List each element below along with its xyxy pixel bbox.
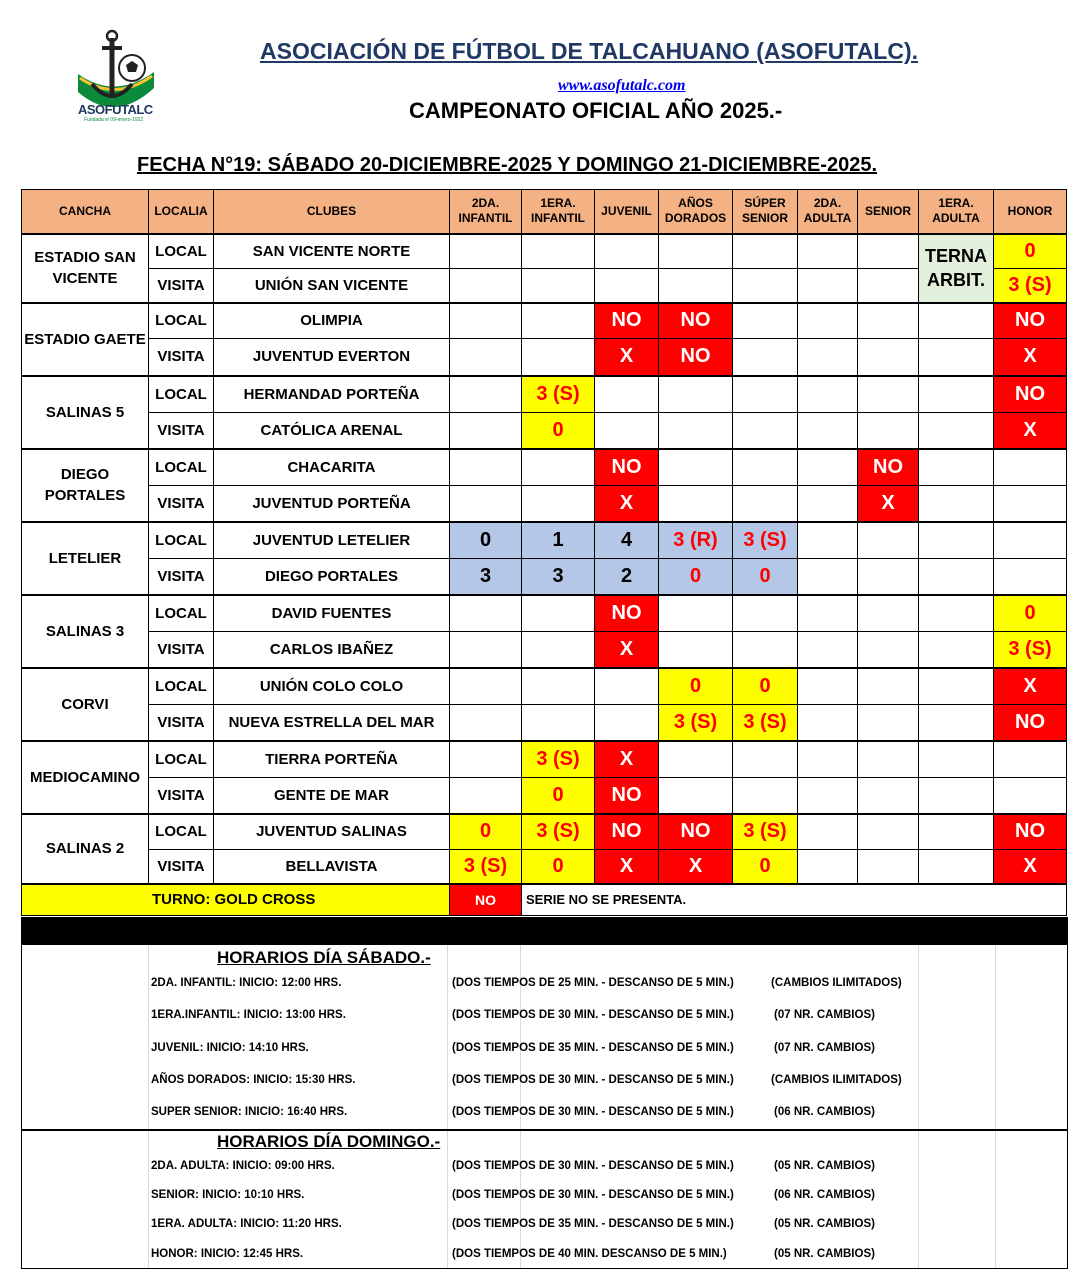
result-cell xyxy=(733,778,798,814)
website-link[interactable]: www.asofutalc.com xyxy=(558,77,686,94)
result-cell: 0 xyxy=(733,559,798,595)
schedule-divider xyxy=(21,1129,1068,1131)
result-cell: 4 xyxy=(595,522,659,559)
result-cell: 3 (S) xyxy=(733,705,798,741)
club-name: HERMANDAD PORTEÑA xyxy=(214,376,450,413)
terna-arbitral-cell: TERNA ARBIT. xyxy=(919,234,994,303)
schedule-cambios: (CAMBIOS ILIMITADOS) xyxy=(771,977,902,989)
result-cell: 0 xyxy=(733,850,798,884)
localia-label: VISITA xyxy=(149,778,214,814)
club-name: TIERRA PORTEÑA xyxy=(214,741,450,778)
result-cell xyxy=(919,668,994,705)
schedule-cambios: (07 NR. CAMBIOS) xyxy=(774,1041,875,1054)
sabado-heading: HORARIOS DÍA SÁBADO.- xyxy=(217,948,431,967)
localia-label: VISITA xyxy=(149,705,214,741)
result-cell xyxy=(659,741,733,778)
schedule-cambios: (06 NR. CAMBIOS) xyxy=(774,1189,875,1202)
result-cell: 0 xyxy=(450,814,522,850)
result-cell xyxy=(798,778,858,814)
result-cell xyxy=(450,741,522,778)
result-cell: NO xyxy=(595,595,659,632)
result-cell xyxy=(798,269,858,303)
result-cell xyxy=(733,413,798,449)
schedule-dur: (DOS TIEMPOS DE 30 MIN. - DESCANSO DE 5 MIN.) xyxy=(452,1106,734,1119)
localia-label: LOCAL xyxy=(149,595,214,632)
result-cell: NO xyxy=(595,814,659,850)
result-cell: 0 xyxy=(522,850,595,884)
result-cell xyxy=(919,486,994,522)
result-cell: 0 xyxy=(994,595,1067,632)
result-cell: X xyxy=(994,668,1067,705)
match-row xyxy=(22,778,1067,814)
column-header: 1ERA. ADULTA xyxy=(919,190,994,234)
schedule-cambios: (05 NR. CAMBIOS) xyxy=(774,1247,875,1260)
schedule-cat: SUPER SENIOR: INICIO: 16:40 HRS. xyxy=(151,1106,348,1119)
result-cell: 3 (S) xyxy=(659,705,733,741)
result-cell xyxy=(595,234,659,269)
result-cell xyxy=(659,778,733,814)
match-row xyxy=(22,850,1067,884)
result-cell xyxy=(522,339,595,376)
association-title: ASOCIACIÓN DE FÚTBOL DE TALCAHUANO (ASOFUTALC). xyxy=(260,38,919,64)
match-row xyxy=(22,449,1067,486)
schedule-cambios: (07 NR. CAMBIOS) xyxy=(774,1009,875,1022)
result-cell xyxy=(858,376,919,413)
localia-label: LOCAL xyxy=(149,741,214,778)
schedule-dur: (DOS TIEMPOS DE 30 MIN. - DESCANSO DE 5 MIN.) xyxy=(452,1073,734,1086)
result-cell: X xyxy=(659,850,733,884)
result-cell xyxy=(522,705,595,741)
result-cell xyxy=(798,850,858,884)
result-cell xyxy=(450,486,522,522)
result-cell: X xyxy=(595,741,659,778)
column-header: SENIOR xyxy=(858,190,919,234)
result-cell xyxy=(798,339,858,376)
column-header: AÑOS DORADOS xyxy=(659,190,733,234)
column-header: 2DA. INFANTIL xyxy=(450,190,522,234)
match-row xyxy=(22,522,1067,559)
result-cell xyxy=(919,850,994,884)
result-cell xyxy=(858,668,919,705)
result-cell: 3 (S) xyxy=(733,522,798,559)
club-name: CARLOS IBAÑEZ xyxy=(214,632,450,668)
result-cell xyxy=(733,303,798,339)
club-name: JUVENTUD EVERTON xyxy=(214,339,450,376)
result-cell xyxy=(919,376,994,413)
schedule-cat: 1ERA. ADULTA: INICIO: 11:20 HRS. xyxy=(151,1218,342,1231)
schedule-dur: (DOS TIEMPOS DE 30 MIN. - DESCANSO DE 5 MIN.) xyxy=(452,1160,734,1172)
result-cell: 0 xyxy=(994,234,1067,269)
result-cell xyxy=(733,632,798,668)
result-cell xyxy=(733,595,798,632)
result-cell xyxy=(733,741,798,778)
result-cell xyxy=(450,595,522,632)
result-cell xyxy=(798,449,858,486)
schedule-cat: AÑOS DORADOS: INICIO: 15:30 HRS. xyxy=(151,1073,356,1086)
result-cell xyxy=(659,486,733,522)
result-cell xyxy=(450,234,522,269)
logo-subtext: Fundada el 09-enero-1922 xyxy=(84,117,144,123)
localia-label: VISITA xyxy=(149,559,214,595)
result-cell xyxy=(450,376,522,413)
localia-label: VISITA xyxy=(149,632,214,668)
schedule-cambios: (CAMBIOS ILIMITADOS) xyxy=(771,1073,902,1086)
match-row xyxy=(22,668,1067,705)
match-row xyxy=(22,413,1067,449)
result-cell xyxy=(798,486,858,522)
result-cell xyxy=(858,522,919,559)
result-cell xyxy=(659,269,733,303)
localia-label: VISITA xyxy=(149,269,214,303)
club-name: CHACARITA xyxy=(214,449,450,486)
schedule-cat: SENIOR: INICIO: 10:10 HRS. xyxy=(151,1189,305,1202)
result-cell xyxy=(994,741,1067,778)
schedule-cat: HONOR: INICIO: 12:45 HRS. xyxy=(151,1247,304,1260)
result-cell: X xyxy=(595,486,659,522)
match-row xyxy=(22,376,1067,413)
localia-label: LOCAL xyxy=(149,303,214,339)
result-cell xyxy=(994,486,1067,522)
result-cell xyxy=(798,234,858,269)
result-cell xyxy=(595,668,659,705)
column-header: HONOR xyxy=(994,190,1067,234)
match-row xyxy=(22,269,1067,303)
club-name: BELLAVISTA xyxy=(214,850,450,884)
schedule-cambios: (05 NR. CAMBIOS) xyxy=(774,1160,875,1172)
legend-no-text: SERIE NO SE PRESENTA. xyxy=(522,884,1067,916)
club-name: OLIMPIA xyxy=(214,303,450,339)
result-cell xyxy=(919,814,994,850)
cancha-name: LETELIER xyxy=(22,522,149,595)
result-cell xyxy=(858,413,919,449)
result-cell: 3 (S) xyxy=(522,741,595,778)
club-name: NUEVA ESTRELLA DEL MAR xyxy=(214,705,450,741)
match-row xyxy=(22,814,1067,850)
result-cell: 0 xyxy=(522,778,595,814)
result-cell xyxy=(919,632,994,668)
result-cell: 0 xyxy=(522,413,595,449)
club-name: SAN VICENTE NORTE xyxy=(214,234,450,269)
column-header: 2DA. ADULTA xyxy=(798,190,858,234)
cancha-name: SALINAS 5 xyxy=(22,376,149,449)
schedule-dur: (DOS TIEMPOS DE 35 MIN. - DESCANSO DE 5 MIN.) xyxy=(452,1218,734,1231)
result-cell xyxy=(858,850,919,884)
match-row xyxy=(22,234,1067,269)
club-name: UNIÓN SAN VICENTE xyxy=(214,269,450,303)
result-cell xyxy=(733,234,798,269)
legend-no-swatch: NO xyxy=(450,884,522,916)
result-cell xyxy=(450,339,522,376)
result-cell: X xyxy=(595,850,659,884)
black-separator-bar xyxy=(21,917,1068,945)
result-cell: NO xyxy=(994,814,1067,850)
schedule-dur: (DOS TIEMPOS DE 35 MIN. - DESCANSO DE 5 MIN.) xyxy=(452,1041,734,1054)
result-cell xyxy=(798,814,858,850)
cancha-name: DIEGO PORTALES xyxy=(22,449,149,522)
schedule-cat: 1ERA.INFANTIL: INICIO: 13:00 HRS. xyxy=(151,1009,346,1022)
result-cell xyxy=(450,632,522,668)
result-cell xyxy=(919,559,994,595)
result-cell: 3 (S) xyxy=(450,850,522,884)
result-cell xyxy=(919,705,994,741)
domingo-heading: HORARIOS DÍA DOMINGO.- xyxy=(217,1132,441,1151)
result-cell xyxy=(522,234,595,269)
result-cell: X xyxy=(994,850,1067,884)
match-row xyxy=(22,303,1067,339)
result-cell xyxy=(858,303,919,339)
localia-label: VISITA xyxy=(149,486,214,522)
result-cell xyxy=(858,778,919,814)
result-cell xyxy=(858,632,919,668)
result-cell: NO xyxy=(659,339,733,376)
result-cell xyxy=(659,376,733,413)
logo-text: ASOFUTALC xyxy=(78,102,153,117)
result-cell xyxy=(798,705,858,741)
result-cell: 3 (S) xyxy=(733,814,798,850)
result-cell: 3 (S) xyxy=(522,376,595,413)
localia-label: LOCAL xyxy=(149,814,214,850)
result-cell: NO xyxy=(659,814,733,850)
cancha-name: MEDIOCAMINO xyxy=(22,741,149,814)
result-cell xyxy=(798,632,858,668)
result-cell xyxy=(919,303,994,339)
result-cell xyxy=(994,449,1067,486)
result-cell xyxy=(659,413,733,449)
result-cell xyxy=(522,486,595,522)
cancha-name: CORVI xyxy=(22,668,149,741)
result-cell: NO xyxy=(595,303,659,339)
result-cell: 0 xyxy=(659,559,733,595)
result-cell: X xyxy=(595,632,659,668)
result-cell: X xyxy=(595,339,659,376)
result-cell xyxy=(522,449,595,486)
localia-label: VISITA xyxy=(149,413,214,449)
result-cell xyxy=(919,522,994,559)
localia-label: LOCAL xyxy=(149,449,214,486)
result-cell: 3 xyxy=(522,559,595,595)
localia-label: VISITA xyxy=(149,850,214,884)
result-cell: 3 (R) xyxy=(659,522,733,559)
cancha-name: ESTADIO SAN VICENTE xyxy=(22,234,149,303)
schedule-dur: (DOS TIEMPOS DE 30 MIN. - DESCANSO DE 5 MIN.) xyxy=(452,1009,734,1022)
result-cell xyxy=(798,413,858,449)
result-cell xyxy=(522,632,595,668)
result-cell xyxy=(733,339,798,376)
match-row xyxy=(22,632,1067,668)
club-name: DAVID FUENTES xyxy=(214,595,450,632)
column-header: CLUBES xyxy=(214,190,450,234)
result-cell xyxy=(798,303,858,339)
result-cell: 3 xyxy=(450,559,522,595)
cancha-name: ESTADIO GAETE xyxy=(22,303,149,376)
result-cell xyxy=(994,559,1067,595)
result-cell xyxy=(798,522,858,559)
club-name: UNIÓN COLO COLO xyxy=(214,668,450,705)
localia-label: LOCAL xyxy=(149,522,214,559)
result-cell: NO xyxy=(994,303,1067,339)
result-cell: NO xyxy=(994,376,1067,413)
result-cell: X xyxy=(858,486,919,522)
match-row xyxy=(22,741,1067,778)
result-cell xyxy=(733,376,798,413)
cancha-name: SALINAS 2 xyxy=(22,814,149,884)
result-cell xyxy=(450,705,522,741)
result-cell: 0 xyxy=(733,668,798,705)
schedule-cambios: (05 NR. CAMBIOS) xyxy=(774,1218,875,1231)
result-cell xyxy=(659,449,733,486)
result-cell xyxy=(522,668,595,705)
result-cell xyxy=(798,595,858,632)
column-header: JUVENIL xyxy=(595,190,659,234)
asofutalc-logo xyxy=(70,28,160,124)
localia-label: VISITA xyxy=(149,339,214,376)
result-cell xyxy=(450,303,522,339)
club-name: JUVENTUD SALINAS xyxy=(214,814,450,850)
result-cell xyxy=(733,486,798,522)
result-cell xyxy=(595,413,659,449)
schedule-cambios: (06 NR. CAMBIOS) xyxy=(774,1106,875,1119)
result-cell xyxy=(919,778,994,814)
result-cell xyxy=(450,778,522,814)
result-cell xyxy=(919,595,994,632)
result-cell xyxy=(919,413,994,449)
result-cell: NO xyxy=(858,449,919,486)
cancha-name: SALINAS 3 xyxy=(22,595,149,668)
club-name: JUVENTUD PORTEÑA xyxy=(214,486,450,522)
result-cell xyxy=(659,595,733,632)
result-cell: 3 (S) xyxy=(994,632,1067,668)
column-header: CANCHA xyxy=(22,190,149,234)
result-cell xyxy=(522,303,595,339)
result-cell xyxy=(994,778,1067,814)
result-cell xyxy=(798,668,858,705)
result-cell xyxy=(798,376,858,413)
result-cell xyxy=(919,449,994,486)
result-cell xyxy=(919,339,994,376)
championship-subtitle: CAMPEONATO OFICIAL AÑO 2025.- xyxy=(409,98,783,123)
result-cell: 3 (S) xyxy=(994,269,1067,303)
match-row xyxy=(22,559,1067,595)
result-cell xyxy=(450,668,522,705)
localia-label: LOCAL xyxy=(149,668,214,705)
result-cell xyxy=(858,705,919,741)
result-cell xyxy=(798,741,858,778)
result-cell xyxy=(595,376,659,413)
result-cell: NO xyxy=(994,705,1067,741)
match-row xyxy=(22,705,1067,741)
result-cell xyxy=(858,269,919,303)
result-cell: 2 xyxy=(595,559,659,595)
result-cell xyxy=(659,234,733,269)
schedule-cat: 2DA. ADULTA: INICIO: 09:00 HRS. xyxy=(151,1160,335,1172)
localia-label: LOCAL xyxy=(149,234,214,269)
result-cell: 0 xyxy=(659,668,733,705)
schedule-dur: (DOS TIEMPOS DE 40 MIN. DESCANSO DE 5 MIN.) xyxy=(452,1247,727,1260)
match-row xyxy=(22,339,1067,376)
result-cell xyxy=(858,595,919,632)
result-cell xyxy=(522,595,595,632)
column-header: LOCALIA xyxy=(149,190,214,234)
match-row xyxy=(22,486,1067,522)
club-name: GENTE DE MAR xyxy=(214,778,450,814)
schedule-cat: JUVENIL: INICIO: 14:10 HRS. xyxy=(151,1041,309,1054)
result-cell xyxy=(858,234,919,269)
result-cell xyxy=(450,269,522,303)
result-cell xyxy=(522,269,595,303)
turno-label: TURNO: GOLD CROSS xyxy=(22,884,450,916)
schedule-cat: 2DA. INFANTIL: INICIO: 12:00 HRS. xyxy=(151,977,342,989)
result-cell xyxy=(659,632,733,668)
result-cell xyxy=(858,814,919,850)
fecha-heading: FECHA N°19: SÁBADO 20-DICIEMBRE-2025 Y DOMINGO 21-DICIEMBRE-2025. xyxy=(137,154,878,176)
result-cell xyxy=(733,449,798,486)
column-header: 1ERA. INFANTIL xyxy=(522,190,595,234)
result-cell xyxy=(858,559,919,595)
result-cell xyxy=(858,339,919,376)
result-cell: X xyxy=(994,413,1067,449)
result-cell: NO xyxy=(595,449,659,486)
fixtures-table xyxy=(21,189,1067,916)
club-name: CATÓLICA ARENAL xyxy=(214,413,450,449)
result-cell xyxy=(798,559,858,595)
result-cell: 3 (S) xyxy=(522,814,595,850)
result-cell: 1 xyxy=(522,522,595,559)
result-cell xyxy=(994,522,1067,559)
result-cell xyxy=(919,741,994,778)
result-cell: 0 xyxy=(450,522,522,559)
localia-label: LOCAL xyxy=(149,376,214,413)
result-cell xyxy=(450,449,522,486)
column-header: SÚPER SENIOR xyxy=(733,190,798,234)
club-name: DIEGO PORTALES xyxy=(214,559,450,595)
schedule-dur: (DOS TIEMPOS DE 30 MIN. - DESCANSO DE 5 MIN.) xyxy=(452,1189,734,1202)
result-cell: NO xyxy=(595,778,659,814)
schedule-dur: (DOS TIEMPOS DE 25 MIN. - DESCANSO DE 5 MIN.) xyxy=(452,977,734,989)
club-name: JUVENTUD LETELIER xyxy=(214,522,450,559)
result-cell xyxy=(858,741,919,778)
result-cell xyxy=(595,269,659,303)
result-cell xyxy=(733,269,798,303)
result-cell xyxy=(595,705,659,741)
result-cell: X xyxy=(994,339,1067,376)
result-cell xyxy=(450,413,522,449)
match-row xyxy=(22,595,1067,632)
result-cell: NO xyxy=(659,303,733,339)
